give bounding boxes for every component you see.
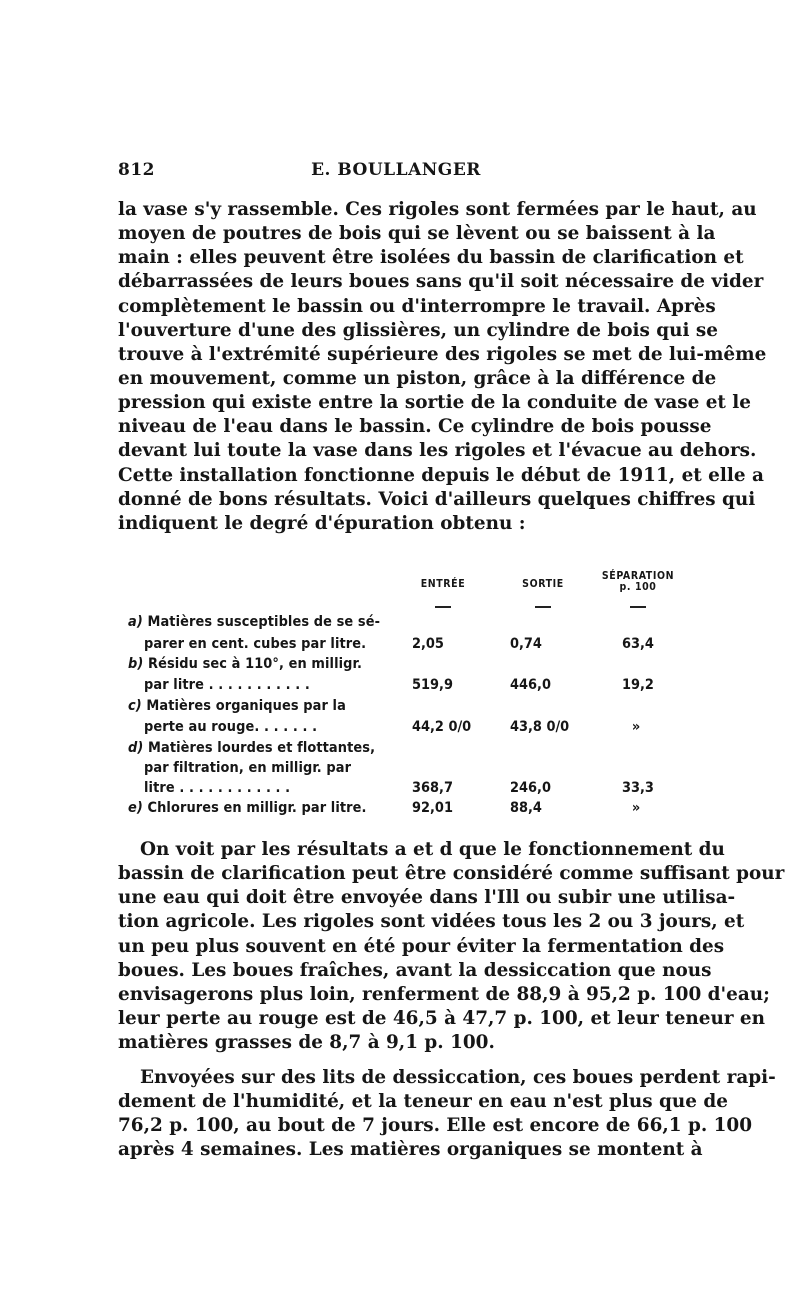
row-label-text: Matières lourdes et flottantes, bbox=[148, 740, 376, 756]
text-line: débarrassées de leurs boues sans qu'il soit nécessaire de vider bbox=[118, 271, 764, 293]
value-separation: » bbox=[631, 719, 641, 735]
value-sortie: 446,0 bbox=[510, 677, 551, 693]
column-rule bbox=[630, 606, 646, 608]
row-label-text: litre . . . . . . . . . . . . bbox=[144, 780, 291, 796]
column-header-separation bbox=[598, 571, 678, 593]
column-header-separation-line2: p. 100 bbox=[619, 581, 657, 593]
page-number: 812 bbox=[118, 160, 155, 180]
text-line: en mouvement, comme un piston, grâce à la différence de bbox=[118, 367, 717, 389]
value-entree: 44,2 0/0 bbox=[412, 719, 472, 735]
text-line: niveau de l'eau dans le bassin. Ce cylindre de bois pousse bbox=[118, 416, 712, 438]
text-line: complètement le bassin ou d'interrompre le travail. Après bbox=[118, 295, 716, 317]
table-row bbox=[128, 738, 676, 758]
text-line: main : elles peuvent être isolées du bassin de clarification et bbox=[118, 247, 744, 269]
row-label bbox=[128, 738, 375, 758]
row-letter: d) bbox=[128, 740, 144, 756]
table-row bbox=[128, 654, 676, 674]
paragraph-3 bbox=[118, 1066, 776, 1163]
text-line: l'ouverture d'une des glissières, un cylindre de bois qui se bbox=[118, 319, 718, 341]
value-entree: 519,9 bbox=[412, 677, 453, 693]
text-line: une eau qui doit être envoyée dans l'Ill ou subir une utilisa- bbox=[118, 887, 736, 909]
text-line: moyen de poutres de bois qui se lèvent ou se baissent à la bbox=[118, 223, 716, 245]
text-line: matières grasses de 8,7 à 9,1 p. 100. bbox=[118, 1032, 495, 1054]
text-line: envisagerons plus loin, renferment de 88,9 à 95,2 p. 100 d'eau; bbox=[118, 983, 770, 1005]
column-header-entree: ENTRÉE bbox=[420, 578, 466, 590]
value-separation: 63,4 bbox=[622, 636, 654, 652]
text-line: Envoyées sur des lits de dessiccation, ces boues perdent rapi- bbox=[140, 1067, 776, 1088]
row-label-text: Matières susceptibles de se sé- bbox=[147, 614, 381, 630]
column-rule bbox=[535, 606, 551, 608]
row-label bbox=[128, 654, 362, 674]
table-row bbox=[128, 634, 676, 654]
row-label-text: par filtration, en milligr. par bbox=[144, 760, 352, 776]
text-line: leur perte au rouge est de 46,5 à 47,7 p. 100, et leur teneur en bbox=[118, 1007, 766, 1029]
row-label-text: Chlorures en milligr. par litre. bbox=[147, 800, 367, 816]
text-line: On voit par les résultats a et d que le fonctionnement du bbox=[140, 839, 725, 860]
value-sortie: 246,0 bbox=[510, 780, 551, 796]
value-entree: 368,7 bbox=[412, 780, 453, 796]
purification-table bbox=[128, 562, 676, 824]
row-letter: c) bbox=[128, 698, 142, 714]
text-line: 76,2 p. 100, au bout de 7 jours. Elle est encore de 66,1 p. 100 bbox=[118, 1115, 753, 1137]
text-line: indiquent le degré d'épuration obtenu : bbox=[118, 512, 526, 534]
row-label-text: Résidu sec à 110°, en milligr. bbox=[148, 656, 362, 672]
row-letter: e) bbox=[128, 800, 143, 816]
row-label-text: par litre . . . . . . . . . . . bbox=[144, 677, 310, 693]
value-separation: 33,3 bbox=[622, 780, 654, 796]
text-line: devant lui toute la vase dans les rigoles et l'évacue au dehors. bbox=[118, 440, 757, 462]
table-row bbox=[128, 798, 676, 818]
text-line: tion agricole. Les rigoles sont vidées tous les 2 ou 3 jours, et bbox=[118, 911, 745, 933]
paragraph-1 bbox=[118, 198, 767, 536]
text-line: Cette installation fonctionne depuis le début de 1911, et elle a bbox=[118, 464, 764, 486]
text-line: trouve à l'extrémité supérieure des rigoles se met de lui-même bbox=[118, 343, 767, 365]
table-row bbox=[128, 778, 676, 798]
table-row bbox=[128, 675, 676, 695]
row-letter: a) bbox=[128, 614, 143, 630]
value-sortie: 43,8 0/0 bbox=[510, 719, 570, 735]
table-row bbox=[128, 696, 676, 716]
row-label-text: parer en cent. cubes par litre. bbox=[144, 636, 367, 652]
value-sortie: 0,74 bbox=[510, 636, 542, 652]
row-label-text: Matières organiques par la bbox=[146, 698, 346, 714]
table-row bbox=[128, 717, 676, 737]
table-row bbox=[128, 758, 676, 778]
text-line: dement de l'humidité, et la teneur en eau n'est plus que de bbox=[118, 1091, 728, 1113]
value-sortie: 88,4 bbox=[510, 800, 542, 816]
row-label bbox=[128, 798, 367, 818]
column-header-separation-line1: SÉPARATION bbox=[601, 570, 675, 582]
value-separation: 19,2 bbox=[622, 677, 654, 693]
text-line: un peu plus souvent en été pour éviter la fermentation des bbox=[118, 935, 725, 957]
running-head: E. BOULLANGER bbox=[311, 160, 481, 180]
text-line: boues. Les boues fraîches, avant la dessiccation que nous bbox=[118, 959, 712, 981]
column-header-sortie: SORTIE bbox=[522, 578, 564, 590]
text-line: bassin de clarification peut être considéré comme suffisant pour bbox=[118, 863, 785, 885]
row-label bbox=[128, 696, 346, 716]
value-entree: 92,01 bbox=[412, 800, 453, 816]
text-line: donné de bons résultats. Voici d'ailleurs quelques chiffres qui bbox=[118, 488, 756, 510]
table-row bbox=[128, 612, 676, 632]
text-line: après 4 semaines. Les matières organiques se montent à bbox=[118, 1139, 703, 1161]
row-label-text: perte au rouge. . . . . . . bbox=[144, 719, 318, 735]
row-label bbox=[128, 612, 380, 632]
column-rule bbox=[435, 606, 451, 608]
value-entree: 2,05 bbox=[412, 636, 444, 652]
value-separation: » bbox=[631, 800, 641, 816]
paragraph-2 bbox=[118, 838, 785, 1055]
text-line: la vase s'y rassemble. Ces rigoles sont fermées par le haut, au bbox=[118, 199, 757, 220]
page-header bbox=[118, 160, 674, 186]
text-line: pression qui existe entre la sortie de la conduite de vase et le bbox=[118, 392, 751, 414]
row-letter: b) bbox=[128, 656, 144, 672]
